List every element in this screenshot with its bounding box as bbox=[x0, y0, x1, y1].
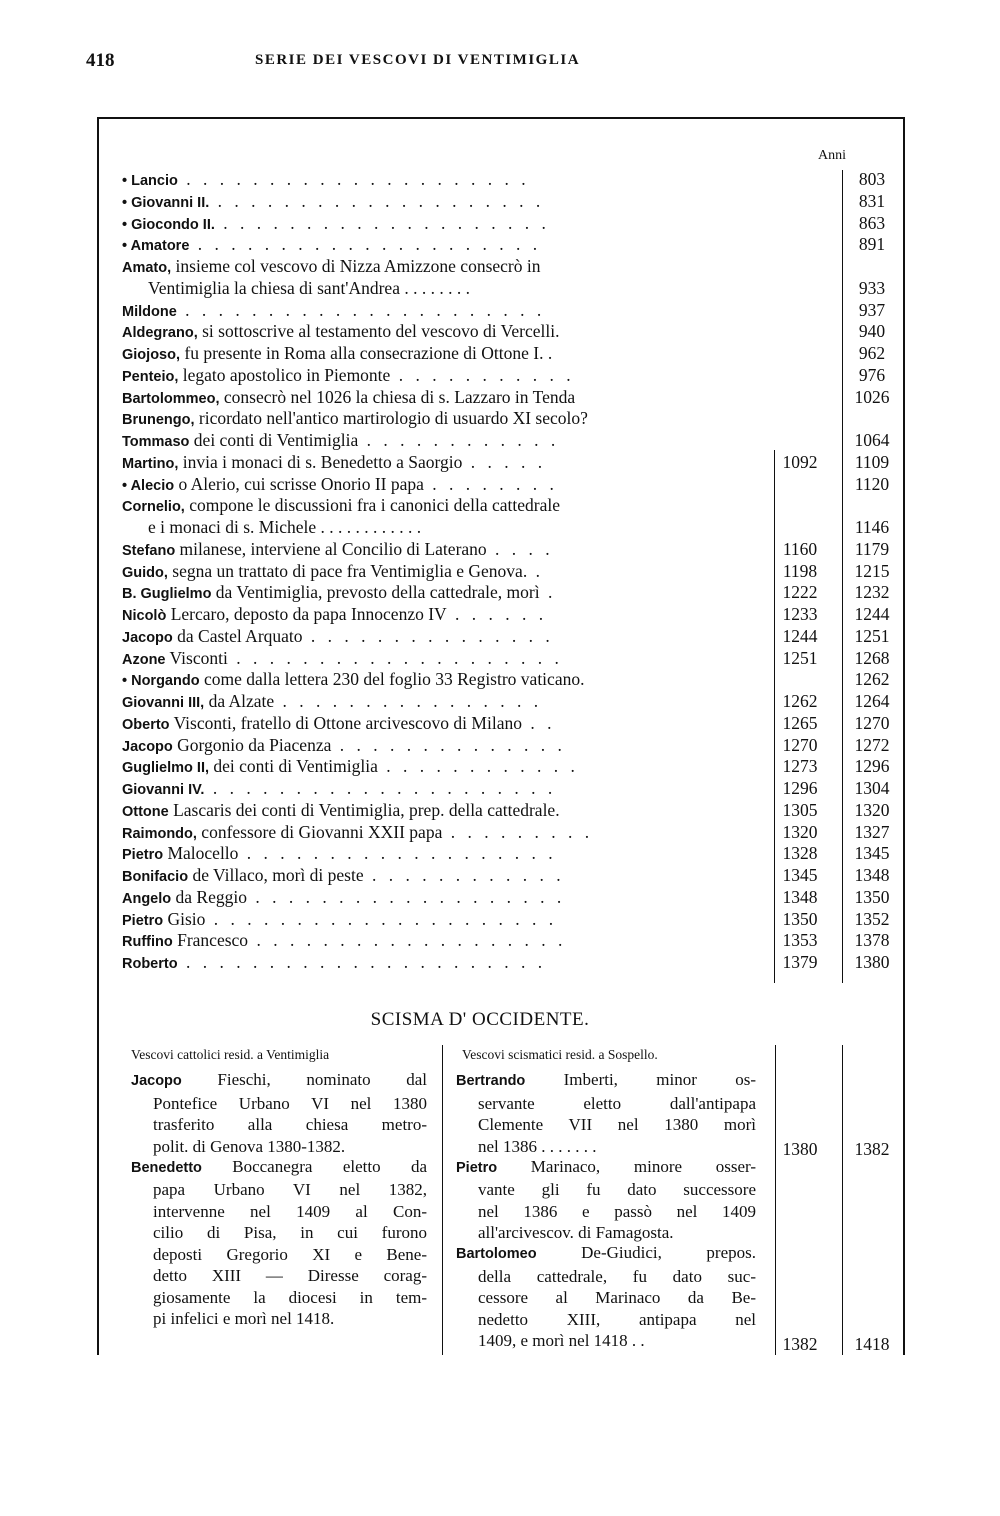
year-start: 1160 bbox=[782, 538, 818, 559]
paragraph-line: deposti Gregorio XI e Bene- bbox=[153, 1244, 427, 1264]
year-end: 1120 bbox=[854, 473, 890, 494]
paragraph-line bbox=[456, 1069, 756, 1093]
year-start: 1262 bbox=[782, 691, 818, 711]
bishop-entry bbox=[122, 734, 770, 758]
year-start: 1244 bbox=[782, 625, 818, 646]
year-start: 1379 bbox=[782, 952, 818, 972]
paragraph-line: cessore al Marinaco da Be- bbox=[478, 1288, 756, 1307]
paragraph-line bbox=[456, 1242, 756, 1266]
bishop-name: Pietro bbox=[122, 847, 164, 864]
schism-column-divider bbox=[442, 1045, 443, 1355]
paragraph-line bbox=[131, 1156, 427, 1180]
year-start: 1320 bbox=[782, 821, 818, 842]
bishop-entry bbox=[122, 842, 770, 866]
year-start: 1233 bbox=[782, 604, 818, 624]
leader-dots: . . . . . . . . . . . . . . . bbox=[302, 625, 554, 646]
year-start: 1380 bbox=[782, 1139, 818, 1159]
paragraph-text: Boccanegra eletto da bbox=[201, 1156, 427, 1176]
paragraph-line: trasferito alla chiesa metro- bbox=[153, 1115, 427, 1134]
bishop-description: consecrò nel 1026 la chiesa di s. Lazzaro in Tenda bbox=[219, 386, 576, 407]
bishop-entry bbox=[122, 386, 770, 410]
year-start: 1353 bbox=[782, 930, 818, 951]
bishop-paragraph bbox=[456, 1242, 756, 1352]
paragraph-line: all'arcivescov. di Famagosta. bbox=[478, 1223, 674, 1242]
year-start: 1265 bbox=[782, 712, 818, 733]
bishop-name: Giovanni III, bbox=[122, 695, 205, 711]
bishop-entry bbox=[148, 516, 768, 538]
year-end: 1327 bbox=[854, 821, 890, 842]
leader-dots: . . . . . . . . . . . . . . . . . . . . bbox=[209, 190, 545, 211]
year-end: 1244 bbox=[854, 604, 890, 624]
paragraph-line bbox=[456, 1156, 756, 1180]
year-end: 1179 bbox=[854, 538, 890, 559]
bishop-description: dei conti di Ventimiglia bbox=[209, 756, 378, 777]
paragraph-line: intervenne nel 1409 al Con- bbox=[153, 1201, 427, 1221]
paragraph-line: nel 1386 e passò nel 1409 bbox=[478, 1201, 756, 1221]
bishop-entry bbox=[122, 190, 770, 214]
bishop-description: Gorgonio da Piacenza bbox=[172, 734, 332, 755]
bishop-entry bbox=[122, 494, 770, 518]
bishop-name: Stefano bbox=[122, 542, 176, 559]
paragraph-line: giosamente la diocesi in tem- bbox=[153, 1287, 427, 1307]
bishop-entry bbox=[122, 864, 770, 888]
year-end: 1251 bbox=[854, 625, 890, 646]
bishop-entry bbox=[122, 603, 770, 627]
year-start: 1328 bbox=[782, 843, 818, 864]
paragraph-text: Fieschi, nominato dal bbox=[181, 1070, 427, 1089]
year-end: 831 bbox=[858, 190, 886, 211]
year-start: 1222 bbox=[782, 582, 818, 603]
bishop-entry bbox=[122, 929, 770, 953]
year-end: 1345 bbox=[854, 843, 890, 864]
bishop-name: Mildone bbox=[122, 303, 177, 320]
bishop-entry bbox=[122, 951, 770, 975]
bishop-name: Raimondo, bbox=[122, 825, 197, 842]
bishop-entry bbox=[122, 647, 770, 671]
leader-dots: . . . . . . bbox=[446, 604, 548, 624]
year-end: 891 bbox=[858, 234, 886, 255]
year-end: 1348 bbox=[854, 865, 890, 885]
bishop-description: de Villaco, morì di peste bbox=[188, 865, 364, 885]
bishop-description: milanese, interviene al Concilio di Laterano bbox=[175, 538, 487, 559]
year-end: 1304 bbox=[854, 778, 890, 798]
bishop-entry bbox=[122, 777, 770, 801]
bishop-entry bbox=[122, 581, 770, 605]
bishop-description: Visconti bbox=[165, 647, 228, 668]
schism-rule-y2 bbox=[842, 1045, 843, 1355]
bishop-name: Pietro bbox=[122, 912, 164, 929]
year-end: 863 bbox=[858, 212, 886, 233]
leader-dots: . . . . . . . . . . . . bbox=[316, 517, 422, 537]
bishop-description: segna un trattato di pace fra Ventimiglia e Genova. bbox=[167, 560, 528, 581]
bishop-description: si sottoscrive al testamento del vescovo di Vercelli. bbox=[197, 321, 560, 342]
bishop-name: Bartolommeo, bbox=[122, 390, 220, 407]
year-start: 1350 bbox=[782, 908, 818, 929]
bishop-name: Ruffino bbox=[122, 934, 173, 951]
year-end: 937 bbox=[858, 299, 886, 320]
bishop-description: come dalla lettera 230 del foglio 33 Registro vaticano. bbox=[199, 669, 585, 690]
year-end: 1380 bbox=[854, 952, 890, 972]
year-end: 1352 bbox=[854, 908, 890, 929]
paragraph-line: pi infelici e morì nel 1418. bbox=[153, 1309, 335, 1328]
paragraph-line: nel 1386 . . . . . . . bbox=[478, 1136, 597, 1156]
bishop-name: Bartolomeo bbox=[456, 1246, 537, 1262]
bishop-description: o Alerio, cui scrisse Onorio II papa bbox=[174, 473, 424, 494]
bishop-name: Bertrando bbox=[456, 1073, 526, 1089]
bishop-entry bbox=[122, 364, 770, 388]
leader-dots: . . . . . . . . . . . . . . bbox=[331, 734, 566, 755]
bishop-entry bbox=[122, 168, 770, 192]
bishop-description: da Ventimiglia, prevosto della cattedrale, morì bbox=[211, 582, 540, 603]
bishop-name: Martino, bbox=[122, 455, 179, 472]
bishop-entry bbox=[122, 755, 770, 779]
bishop-name: Angelo bbox=[122, 890, 172, 907]
year-end: 1268 bbox=[854, 647, 890, 668]
leader-dots: . . . . bbox=[486, 538, 554, 559]
bishop-name: Guglielmo II, bbox=[122, 760, 210, 777]
year-start: 1273 bbox=[782, 756, 818, 777]
leader-dots: . . . . . . . . . . . . . . . . . . . . . bbox=[177, 169, 530, 189]
bishop-name: • Alecio bbox=[122, 477, 175, 494]
leader-dots: . . . . . . . . . . . . . . . . . . . . bbox=[227, 647, 563, 668]
year-end: 1350 bbox=[854, 886, 890, 907]
leader-dots: . . bbox=[521, 712, 556, 733]
paragraph-text: Marinaco, minore osser- bbox=[497, 1156, 756, 1176]
paragraph-line: servante eletto dall'antipapa bbox=[478, 1093, 756, 1113]
bishop-name: Guido, bbox=[122, 564, 168, 581]
leader-dots: . . . . . . . . . . . . . . . . . . . bbox=[246, 886, 566, 907]
paragraph-line: 1409, e morì nel 1418 . . bbox=[478, 1331, 645, 1350]
year-start: 1296 bbox=[782, 778, 818, 798]
bishop-description: Lercaro, deposto da papa Innocenzo IV bbox=[166, 604, 447, 624]
bishop-name: Bonifacio bbox=[122, 869, 189, 885]
paragraph-line bbox=[131, 1069, 427, 1093]
bishop-name: Giovanni IV. bbox=[122, 782, 205, 798]
left-column-header: Vescovi cattolici resid. a Ventimiglia bbox=[131, 1047, 330, 1062]
bishop-name: Jacopo bbox=[122, 629, 173, 646]
bishop-entry bbox=[122, 625, 770, 649]
bishop-entry bbox=[122, 560, 770, 584]
page-number: 418 bbox=[86, 50, 115, 71]
bishop-entry bbox=[122, 886, 770, 910]
bishop-entry bbox=[122, 799, 770, 823]
bishop-description: Ventimiglia la chiesa di sant'Andrea bbox=[148, 277, 400, 298]
bishop-name: Jacopo bbox=[122, 738, 173, 755]
bishop-entry bbox=[122, 538, 770, 562]
bishop-name: • Giocondo II. bbox=[122, 216, 215, 233]
bishop-entry bbox=[148, 277, 768, 299]
year-start: 1345 bbox=[782, 865, 818, 885]
year-end: 940 bbox=[858, 321, 886, 342]
running-head: SERIE DEI VESCOVI DI VENTIMIGLIA bbox=[255, 52, 581, 68]
leader-dots: . . . . . . . . . . . . . . . . . . . . . bbox=[205, 908, 558, 929]
bishop-entry bbox=[122, 712, 770, 736]
year-end: 1264 bbox=[854, 691, 890, 711]
leader-dots: . . . . . . . . . . . . . . . . . . . . . . bbox=[177, 952, 547, 972]
bishop-name: • Amatore bbox=[122, 238, 190, 255]
bishop-entry bbox=[122, 299, 770, 323]
bishop-paragraph bbox=[131, 1156, 427, 1330]
leader-dots: . . . . . . . . . bbox=[442, 821, 594, 842]
bishop-entry bbox=[122, 342, 770, 366]
year-end: 976 bbox=[858, 364, 886, 385]
bishop-description: Visconti, fratello di Ottone arcivescovo di Milano bbox=[169, 712, 522, 733]
leader-dots: . . . . . . . . . . . . . . . . bbox=[274, 691, 543, 711]
bishop-name: Nicolò bbox=[122, 608, 167, 624]
leader-dots: . . . . . . . . bbox=[423, 473, 558, 494]
bishop-entry bbox=[122, 212, 770, 236]
bishop-entry bbox=[122, 407, 770, 431]
year-end: 1262 bbox=[854, 669, 890, 690]
year-start: 1348 bbox=[782, 886, 818, 907]
leader-dots: . . . . . bbox=[462, 451, 547, 472]
leader-dots: . . . . . . . . . . . . . . . . . . . bbox=[238, 843, 557, 864]
paragraph-text: De-Giudici, prepos. bbox=[536, 1243, 756, 1262]
leader-dots: . . . . . . . . bbox=[399, 277, 470, 298]
year-end: 1064 bbox=[854, 430, 890, 450]
leader-dots: . . . . . . . . . . . . . . . . . . . bbox=[248, 930, 567, 951]
year-end: 962 bbox=[858, 343, 886, 363]
bishop-description: Francesco bbox=[172, 930, 249, 951]
year-start: 1198 bbox=[782, 560, 818, 581]
bishop-description: fu presente in Roma alla consecrazione di Ottone I. . bbox=[180, 343, 553, 363]
bishop-name: Oberto bbox=[122, 716, 170, 733]
bishop-name: Roberto bbox=[122, 956, 178, 972]
bishop-name: • Giovanni II. bbox=[122, 194, 210, 211]
right-column-header: Vescovi scismatici resid. a Sospello. bbox=[462, 1047, 658, 1062]
leader-dots: . . . . . . . . . . . bbox=[390, 364, 575, 385]
leader-dots: . . . . . . . . . . . . bbox=[358, 430, 560, 450]
bishop-entry bbox=[122, 320, 770, 344]
bishop-description: da Castel Arquato bbox=[172, 625, 303, 646]
bishop-description: e i monaci di s. Michele bbox=[148, 517, 317, 537]
year-end: 1378 bbox=[854, 930, 890, 951]
leader-dots: . bbox=[527, 560, 544, 581]
year-start: 1305 bbox=[782, 799, 818, 820]
paragraph-line: papa Urbano VI nel 1382, bbox=[153, 1180, 427, 1199]
bishop-name: Benedetto bbox=[131, 1159, 202, 1176]
bishop-name: Amato, bbox=[122, 260, 172, 276]
leader-dots: . . . . . . . . . . . . . . . . . . . . . . bbox=[176, 299, 546, 320]
paragraph-line: nedetto XIII, antipapa nel bbox=[478, 1309, 756, 1329]
year-end: 1215 bbox=[854, 560, 890, 581]
year-end: 933 bbox=[858, 277, 886, 298]
bishop-entry bbox=[122, 451, 770, 475]
bishop-paragraph bbox=[456, 1156, 756, 1244]
bishop-entry bbox=[122, 821, 770, 845]
bishop-name: • Lancio bbox=[122, 173, 178, 189]
bishop-description: Gisio bbox=[163, 908, 206, 929]
bishop-name: Aldegrano, bbox=[122, 325, 198, 342]
bishop-description: da Alzate bbox=[204, 691, 275, 711]
year-end: 1296 bbox=[854, 756, 890, 777]
bishop-description: dei conti di Ventimiglia bbox=[189, 430, 359, 450]
year-end: 1272 bbox=[854, 734, 890, 755]
paragraph-line: cilio di Pisa, in cui furono bbox=[153, 1223, 427, 1242]
bishop-name: Cornelio, bbox=[122, 499, 185, 516]
bishop-paragraph bbox=[131, 1069, 427, 1157]
paragraph-line: Clemente VII nel 1380 morì bbox=[478, 1115, 756, 1134]
bishop-name: B. Guglielmo bbox=[122, 586, 212, 603]
year-start: 1270 bbox=[782, 734, 818, 755]
frame-left-rule bbox=[97, 117, 99, 1355]
bishop-entry bbox=[122, 690, 770, 714]
bishop-description: Malocello bbox=[163, 843, 239, 864]
frame-right-rule bbox=[903, 117, 905, 1355]
bishop-name: Brunengo, bbox=[122, 412, 195, 429]
leader-dots: . . . . . . . . . . . . bbox=[377, 756, 579, 777]
leader-dots: . bbox=[539, 582, 557, 603]
bishop-name: Penteio, bbox=[122, 368, 179, 385]
bishop-description: da Reggio bbox=[171, 886, 247, 907]
paragraph-line: detto XIII — Diresse corag- bbox=[153, 1266, 427, 1285]
bishop-description: legato apostolico in Piemonte bbox=[178, 364, 391, 385]
year-end: 1146 bbox=[854, 517, 890, 537]
bishop-name: Tommaso bbox=[122, 434, 190, 450]
year-start: 1251 bbox=[782, 647, 818, 668]
bishop-description: invia i monaci di s. Benedetto a Saorgio bbox=[178, 451, 463, 472]
bishop-name: Ottone bbox=[122, 803, 169, 820]
bishop-name: Giojoso, bbox=[122, 347, 180, 363]
bishop-description: compone le discussioni fra i canonici della cattedrale bbox=[184, 495, 560, 516]
years-column-header: Anni bbox=[818, 148, 846, 163]
bishop-entry bbox=[122, 429, 770, 453]
bishop-name: Azone bbox=[122, 651, 166, 668]
year-end: 803 bbox=[858, 169, 886, 189]
schism-rule-y1 bbox=[775, 1045, 776, 1355]
bishop-entry bbox=[122, 255, 770, 279]
year-end: 1382 bbox=[854, 1139, 890, 1159]
year-end: 1026 bbox=[854, 386, 890, 407]
year-end: 1320 bbox=[854, 799, 890, 820]
year-end: 1270 bbox=[854, 712, 890, 733]
paragraph-line: della cattedrale, fu dato suc- bbox=[478, 1266, 756, 1286]
bishop-description: insieme col vescovo di Nizza Amizzone consecrò in bbox=[171, 256, 541, 276]
bishop-description: Lascaris dei conti di Ventimiglia, prep. della cattedrale. bbox=[168, 799, 560, 820]
paragraph-line: Pontefice Urbano VI nel 1380 bbox=[153, 1093, 427, 1113]
paragraph-line: vante gli fu dato successore bbox=[478, 1180, 756, 1199]
bishop-name: • Norgando bbox=[122, 673, 200, 690]
paragraph-text: Imberti, minor os- bbox=[525, 1070, 756, 1089]
bishop-entry bbox=[122, 473, 770, 497]
leader-dots: . . . . . . . . . . . . bbox=[363, 865, 565, 885]
bishop-description: confessore di Giovanni XXII papa bbox=[196, 821, 443, 842]
bishop-name: Pietro bbox=[456, 1159, 498, 1176]
bishop-entry bbox=[122, 668, 770, 692]
leader-dots: . . . . . . . . . . . . . . . . . . . . . bbox=[189, 234, 542, 255]
year-start: 1092 bbox=[782, 451, 818, 472]
paragraph-line: polit. di Genova 1380-1382. bbox=[153, 1136, 346, 1156]
year-end: 1109 bbox=[854, 451, 890, 472]
bishop-entry bbox=[122, 908, 770, 932]
frame-top-rule bbox=[97, 117, 905, 119]
year-start: 1382 bbox=[782, 1334, 818, 1354]
leader-dots: . . . . . . . . . . . . . . . . . . . . bbox=[214, 212, 550, 233]
bishop-name: Jacopo bbox=[131, 1073, 182, 1089]
bishop-entry bbox=[122, 233, 770, 257]
year-end: 1232 bbox=[854, 582, 890, 603]
bishop-paragraph bbox=[456, 1069, 756, 1157]
leader-dots: . . . . . . . . . . . . . . . . . . . . . bbox=[204, 778, 557, 798]
bishop-description: ricordato nell'antico martirologio di usuardo XI secolo? bbox=[194, 408, 588, 429]
section-title: SCISMA D' OCCIDENTE. bbox=[370, 1009, 590, 1030]
year-end: 1418 bbox=[854, 1334, 890, 1354]
